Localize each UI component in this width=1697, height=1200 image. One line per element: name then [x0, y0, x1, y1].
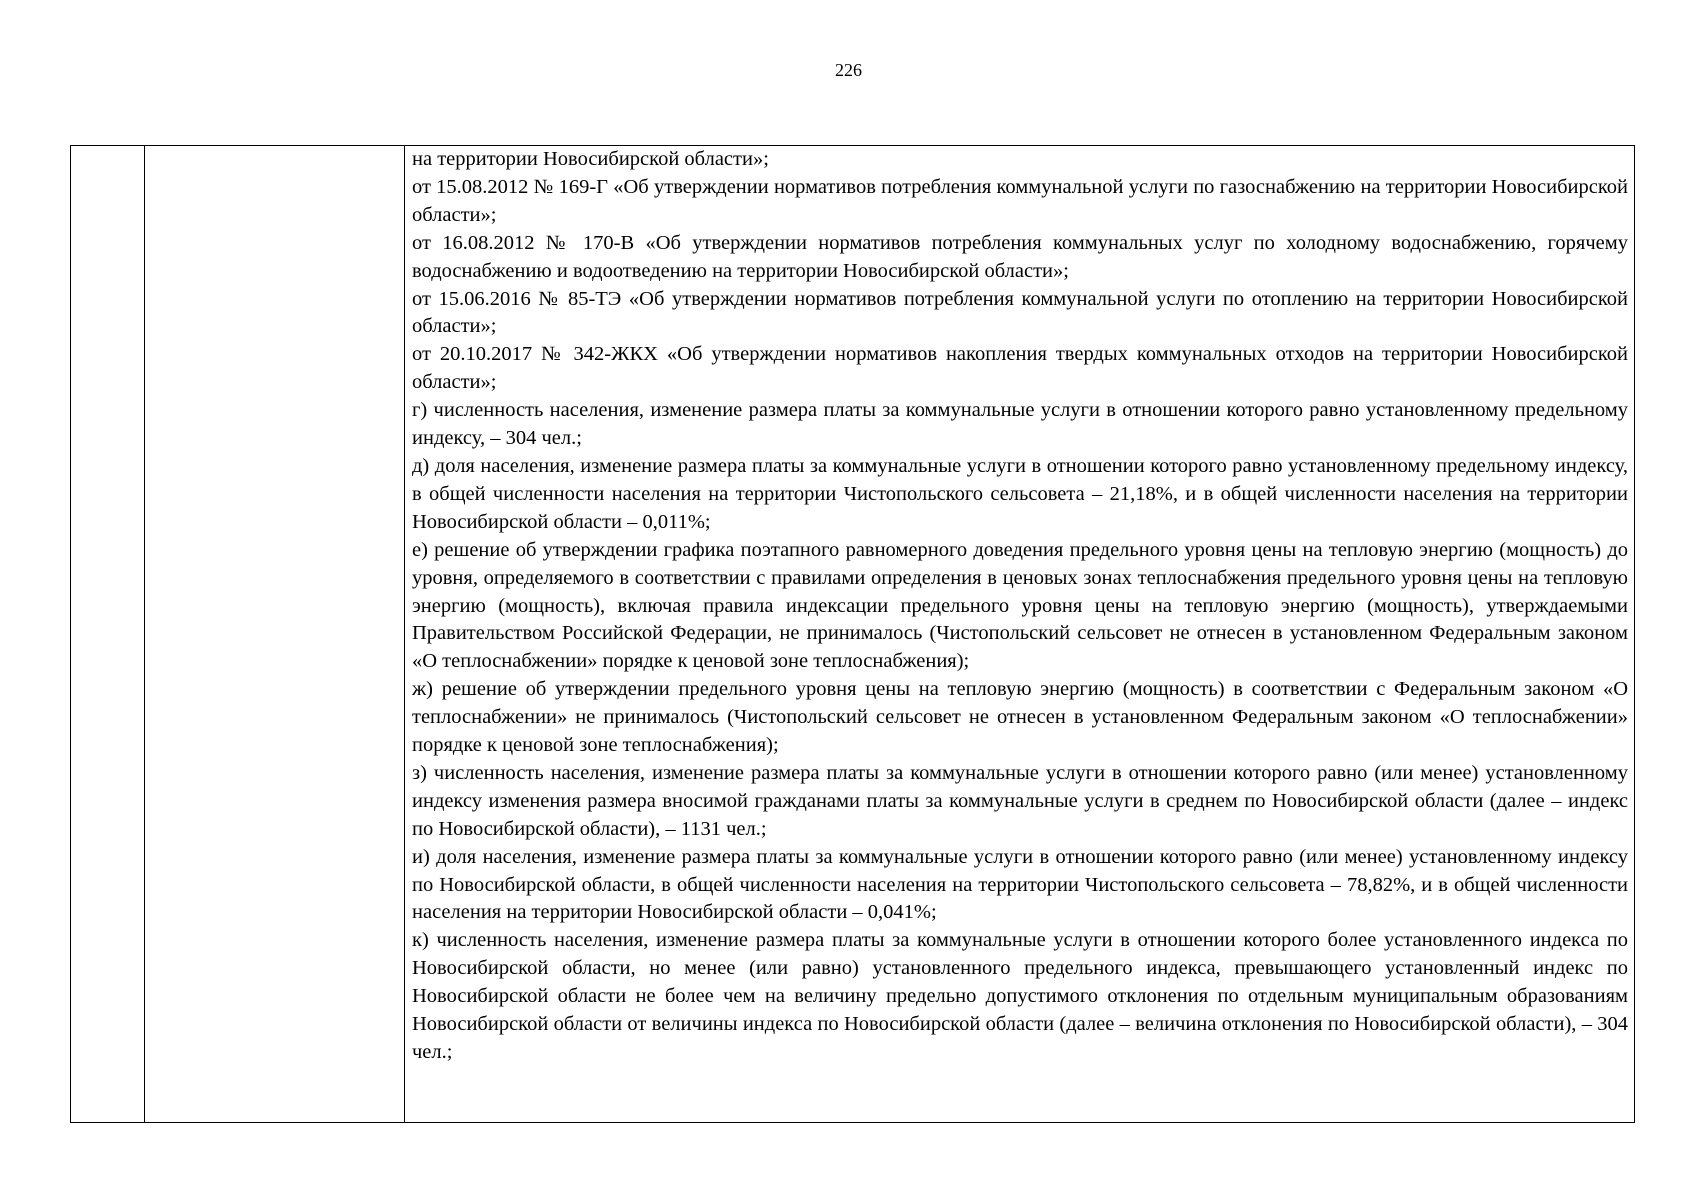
paragraph: ж) решение об утверждении предельного уровня цены на тепловую энергию (мощность) в соответствии с Федеральным законом «О теплоснабжении» не принималось (Чистопольский сельсовет не отнесен в установленном Федеральным законом «О теплоснабжении» порядке к ценовой зоне теплоснабжения);	[412, 678, 1628, 757]
content-text	[412, 146, 1628, 1067]
table-row	[71, 146, 1635, 1123]
paragraph: д) доля населения, изменение размера платы за коммунальные услуги в отношении которого равно установленному предельному индексу, в общей численности населения на территории Чистопольского сельсовета – 21,18%, и в общей численности населения на территории Новосибирской области – 0,011%;	[412, 454, 1628, 533]
paragraph: г) численность населения, изменение размера платы за коммунальные услуги в отношении которого равно установленному предельному индексу, – 304 чел.;	[412, 399, 1628, 450]
document-table	[70, 145, 1635, 1123]
paragraph: к) численность населения, изменение размера платы за коммунальные услуги в отношении которого более установленного индекса по Новосибирской области, но менее (или равно) установленного предельного индекса, превышающего установленный индекс по Новосибирской области не более чем на величину предельно допустимого отклонения по отдельным муниципальным образованиям Новосибирской области от величины индекса по Новосибирской области (далее – величина отклонения по Новосибирской области), – 304 чел.;	[412, 929, 1628, 1063]
table-cell-name	[145, 146, 405, 1123]
paragraph: на территории Новосибирской области»;	[412, 148, 769, 170]
paragraph: и) доля населения, изменение размера платы за коммунальные услуги в отношении которого равно (или менее) установленному индексу по Новосибирской области, в общей численности населения на территории Чистопольского сельсовета – 78,82%, и в общей численности населения на территории Новосибирской области – 0,041%;	[412, 845, 1628, 924]
paragraph: з) численность населения, изменение размера платы за коммунальные услуги в отношении которого равно (или менее) установленному индексу изменения размера вносимой гражданами платы за коммунальные услуги в среднем по Новосибирской области (далее – индекс по Новосибирской области), – 1131 чел.;	[412, 761, 1628, 840]
paragraph: от 20.10.2017 № 342-ЖКХ «Об утверждении нормативов накопления твердых коммунальных отходов на территории Новосибирской области»;	[412, 343, 1628, 394]
table-cell-number	[71, 146, 145, 1123]
paragraph: от 15.08.2012 № 169-Г «Об утверждении нормативов потребления коммунальной услуги по газоснабжению на территории Новосибирской области»;	[412, 175, 1628, 226]
paragraph: от 15.06.2016 № 85-ТЭ «Об утверждении нормативов потребления коммунальной услуги по отоплению на территории Новосибирской области»;	[412, 287, 1628, 338]
table-cell-content	[405, 146, 1635, 1123]
paragraph: е) решение об утверждении графика поэтапного равномерного доведения предельного уровня цены на тепловую энергию (мощность) до уровня, определяемого в соответствии с правилами определения в ценовых зонах теплоснабжения предельного уровня цены на тепловую энергию (мощность), включая правила индексации предельного уровня цены на тепловую энергию (мощность), утверждаемыми Правительством Российской Федерации, не принималось (Чистопольский сельсовет не отнесен в установленном Федеральным законом «О теплоснабжении» порядке к ценовой зоне теплоснабжения);	[412, 538, 1628, 673]
paragraph: от 16.08.2012 № 170-В «Об утверждении нормативов потребления коммунальных услуг по холодному водоснабжению, горячему водоснабжению и водоотведению на территории Новосибирской области»;	[412, 231, 1628, 282]
page-number: 226	[835, 60, 862, 80]
